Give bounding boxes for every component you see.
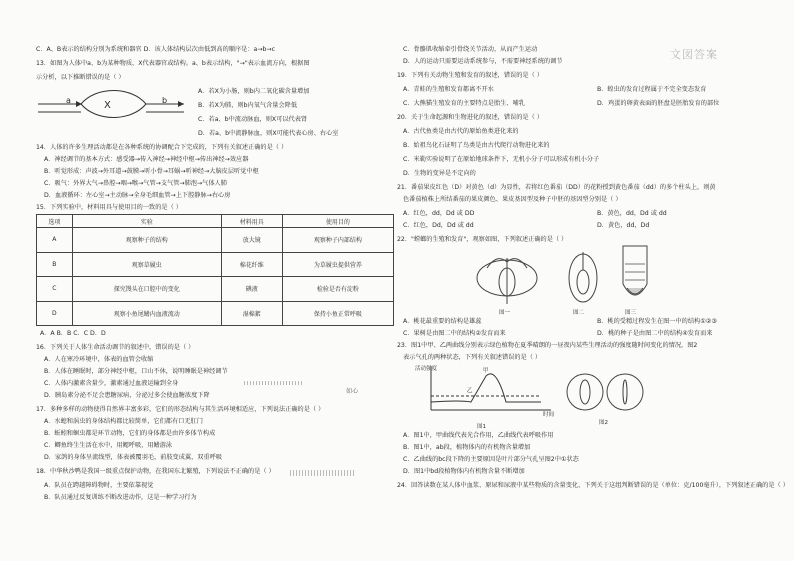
q19-option-c: C．大熊猫生殖发育的主要特点是胎生、哺乳	[403, 100, 525, 107]
table-cell: 放大镜	[221, 228, 282, 253]
q23-stem-cont: 表示气孔的两种状态，下列有关叙述错误的是（ ）	[403, 354, 542, 361]
table-cell: 观察种子内部结构	[282, 228, 393, 253]
table-cell: B	[37, 252, 73, 277]
q19-stem: 19．下列有关动物生殖和发育的叙述，错误的是（ ）	[397, 72, 543, 79]
handwritten-note: 如心	[346, 388, 359, 395]
experiment-table	[36, 214, 394, 326]
table-row	[37, 252, 394, 277]
table-cell: 棉花纤维	[221, 252, 282, 277]
table-row	[37, 228, 394, 253]
diagram-label-a: a	[66, 96, 71, 105]
q22-option-d: D．桃的种子是由图二中的结构④发育而来	[597, 330, 713, 337]
diagram-label-b: b	[162, 96, 168, 105]
q20-option-d: D．生物的变异是不定向的	[403, 170, 476, 177]
q14-option-b: B．听觉形成：声波→外耳道→鼓膜→听小骨→耳蜗→听神经→大脑皮层听觉中枢	[44, 168, 259, 175]
table-cell: 保持小鱼正常呼吸	[282, 301, 393, 326]
q13-option-b: B．若X为肺，则b内氧气含量会降低	[198, 102, 298, 109]
q13-stem: 13．如图为人体中a、b为某种物质，X代表器官或结构。a、b表示结构，"→"表示血流方向，根据图	[36, 60, 310, 67]
q14-option-a: A．神经调节的基本方式：感受器→传入神经→神经中枢→传出神经→效应器	[44, 156, 249, 163]
table-cell: 碘液	[221, 277, 282, 302]
q21-option-c: C．红色，Dd，Dd 或 dd	[403, 222, 474, 229]
figure-label-chart-1: 图1	[477, 424, 486, 430]
q22-stem: 22．"螳螂的生殖和发育"，观察如图，下列叙述正确的是（ ）	[397, 236, 568, 243]
q22-option-b: B．桃的受精过程发生在图一中的结构①②③	[597, 318, 717, 325]
q23-option-a: A．图1中，甲曲线代表光合作用，乙曲线代表呼吸作用	[403, 432, 554, 439]
q14-stem: 14．人体的许多生理活动都是在各种系统的协调配合下完成的，下列有关叙述正确的是（ ）	[36, 144, 288, 151]
q16-option-d: D．胰岛素分泌不足会患糖尿病，分泌过多会使血糖浓度下降	[44, 392, 210, 399]
q15-stem: 15．下列实验中，材料用具与使用目的一致的是（ ）	[36, 204, 182, 211]
table-header-row	[37, 215, 394, 228]
table-cell: 观察小鱼尾鳍内血液流动	[72, 301, 221, 326]
q21-stem: 21．番茄果皮红色（D）对黄色（d）为显性，若将红色番茄（DD）的花粉授到黄色番茄（dd）的多个柱头上，则黄	[397, 184, 716, 191]
q22-option-c: C．果树是由图二中的结构②发育而来	[403, 330, 506, 337]
q24-stem: 24．回答读数在某人体中血浆、原尿和尿液中某些物质的含量变化，下列关于这组判断错误的是（单位：克/100毫升），下列叙述正确的是（ ）	[397, 482, 789, 489]
q16-option-c: C．人体内激素含量少，激素通过血液运输到全身	[44, 380, 179, 387]
diagram-label-x: X	[104, 100, 111, 111]
right-column	[397, 0, 794, 561]
q18-option-d: D．人的运动只需要运动系统参与，不需要神经系统的调节	[403, 58, 563, 65]
q15-options: A．A B．B C．C D．D	[40, 330, 106, 337]
blood-flow-diagram	[36, 84, 186, 136]
q23-stem: 23．图1中甲、乙两曲线分别表示绿色植物在夏季晴朗的一昼夜内某些生理活动的强度随时间变化的情况，图2	[397, 342, 698, 349]
q20-option-a: A．古代鱼类是由古代的原始鱼类进化来的	[403, 128, 519, 135]
q19-option-a: A．青蛙的生殖和发育都离不开水	[403, 86, 494, 93]
q18-option-a: A．队员在跨越障碍物时，主要依靠视觉	[44, 482, 154, 489]
table-cell: 探究馒头在口腔中的变化	[72, 277, 221, 302]
q21-option-b: B．黄色，dd，Dd 或 dd	[597, 210, 667, 217]
q16-option-b: B．人体在睡眠时，部分神经中枢，口山不休，说明睡眠是神经调节	[44, 368, 228, 375]
q14-option-c: C．吸气：外界大气→鼻腔→咽→喉→气管→支气管→肺泡→气体人肺	[44, 180, 227, 187]
q20-stem: 20．关于生命起源和生物进化的叙述，错误的是（ ）	[397, 114, 543, 121]
figure-label-1: 图一	[499, 310, 511, 316]
q14-option-d: D．血液循环：左心室→主动脉→全身毛细血管→上下腔静脉→右心房	[44, 192, 231, 199]
handwritten-scribble	[244, 381, 304, 385]
chart-x-label: 时间	[543, 412, 555, 418]
table-cell: 湿棉絮	[221, 301, 282, 326]
q23-option-b: B．图1中，ab段，植物体内的有机物含量增加	[403, 444, 531, 451]
q21-option-d: D．黄色，dd，Dd	[597, 222, 650, 229]
flower-figure-1	[467, 248, 547, 306]
table-cell: C	[37, 277, 73, 302]
q17-option-a: A．水螅和涡虫的身体结构都比较简单，它们都有口无肛门	[44, 418, 203, 425]
q17-option-d: D．家鸽的身体呈流线型，体表被覆羽毛，前肢变成翼，双重呼吸	[44, 454, 223, 461]
root-tip-figure-3	[615, 244, 655, 306]
q13-option-c: C．若a、b中流动脉血，则X可以代表肾	[198, 116, 308, 123]
q12-option-c: C．A、B表示的结构分别为系统和器官 D．该人体结构层次由低到高的顺序是：a→b→c	[36, 46, 276, 53]
table-row	[37, 301, 394, 326]
q17-stem: 17．多种多样的动物使得自然界丰富多彩，它们的形态结构与其生活环境相适应，下列说法正确的是（ ）	[36, 406, 325, 413]
q16-option-a: A．人在寒冷环境中，体表的血管会收缩	[44, 356, 154, 363]
q20-option-c: C．米勒实验说明了在原始地球条件下，无机小分子可以形成有机小分子	[403, 156, 600, 163]
table-cell: D	[37, 301, 73, 326]
q13-option-d: D．若a、b中流静脉血，则X可能代表心房、右心室	[198, 130, 339, 137]
q16-stem: 16．下列关于人体生命活动调节的叙述中，错误的是（ ）	[36, 344, 195, 351]
table-cell: 为草履虫提供营养	[282, 252, 393, 277]
figure-label-2: 图二	[573, 310, 585, 316]
q17-option-b: B．蚯蚓和蛔虫都是环节动物，它们的身体都是由许多体节构成	[44, 430, 216, 437]
q13-option-a: A．若X为小肠，则b内二氧化碳含量增加	[198, 88, 310, 95]
stomata-figure	[565, 370, 645, 414]
table-header: 材料用具	[221, 215, 282, 228]
chart-y-label: 活动强度	[415, 366, 438, 372]
table-cell: 观察草履虫	[72, 252, 221, 277]
q21-stem-cont: 色番茄植株上所结番茄的果皮颜色、果皮基因型及种子中胚的基因型分别是（ ）	[403, 196, 622, 203]
figure-label-chart-2: 图2	[599, 420, 608, 426]
handwritten-scribble	[290, 470, 356, 476]
table-header: 使用目的	[282, 215, 393, 228]
q21-option-a: A．红色，dd，Dd 或 DD	[403, 210, 475, 217]
table-header: 选项	[37, 215, 73, 228]
q22-option-a: A．桃花最重要的结构是雄蕊	[403, 318, 482, 325]
q18-option-c: C．骨骼肌收缩牵引骨绕关节活动，从而产生运动	[403, 46, 538, 53]
q20-option-b: B．始祖鸟化石证明了鸟类是由古代爬行动物进化来的	[403, 142, 550, 149]
table-cell: 检验是否有淀粉	[282, 277, 393, 302]
q19-option-b: B．蝗虫的发育过程属于不完全变态发育	[597, 86, 707, 93]
table-header: 实验	[72, 215, 221, 228]
q17-option-c: C．鲫鱼终生生活在水中，用鳃呼吸，用鳍游泳	[44, 442, 173, 449]
q18-option-b: B．队员通过反复训练不断改进动作，这是一种学习行为	[44, 494, 197, 501]
chart-series-yi: 乙	[467, 388, 473, 394]
chart-series-jia: 甲	[483, 368, 489, 374]
table-cell: A	[37, 228, 73, 253]
table-row	[37, 277, 394, 302]
q18-stem: 18．中华秋沙鸭是我国一级重点保护动物，在我国东北繁殖，下列说法不正确的是（ ）	[36, 468, 275, 475]
q23-option-c: C．乙曲线的bc段下降的主要原因是叶片部分气孔呈图2中①状态	[403, 456, 579, 463]
table-cell: 观察种子的结构	[72, 228, 221, 253]
q13-stem-cont: 示分析，以下推断错误的是（ ）	[36, 74, 125, 81]
q23-option-d: D．图1中bd段植物体内有机物含量不断增加	[403, 468, 525, 475]
q19-option-d: D．鸡蛋的卵黄表面的胚盘是胚胎发育的部位	[597, 100, 720, 107]
flower-figure-2	[557, 248, 609, 306]
watermark: 文図答案	[670, 48, 718, 61]
figure-label-3: 图三	[625, 310, 637, 316]
